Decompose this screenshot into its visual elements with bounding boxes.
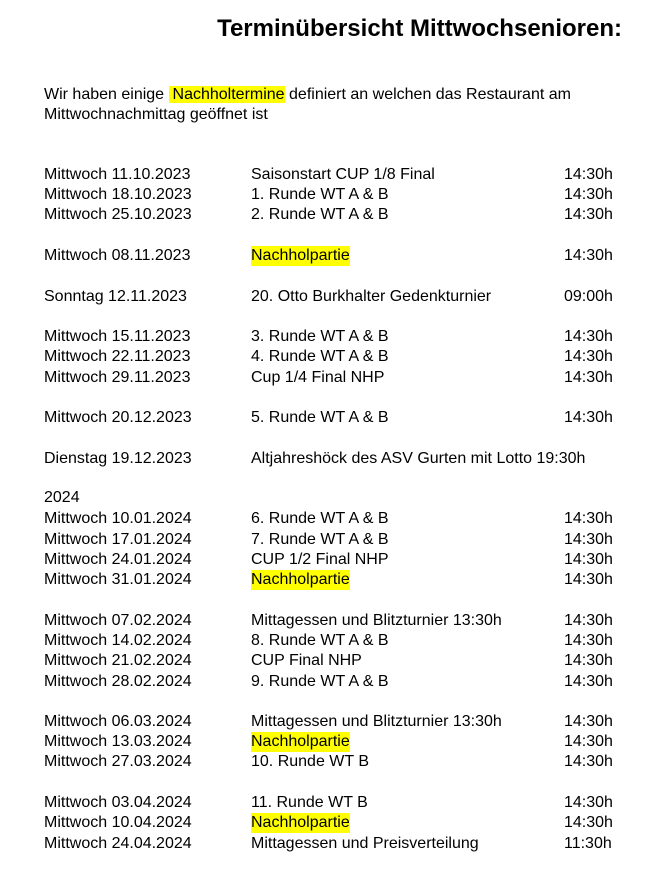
schedule-row <box>0 631 658 651</box>
row-date: Mittwoch 11.10.2023 <box>44 166 191 183</box>
schedule-row <box>0 813 658 833</box>
row-event: Altjahreshöck des ASV Gurten mit Lotto 19:30h <box>251 450 586 467</box>
row-date: Mittwoch 24.04.2024 <box>44 835 192 852</box>
schedule-row <box>0 449 658 469</box>
row-time: 14:30h <box>564 328 613 345</box>
row-time: 14:30h <box>564 206 613 223</box>
intro-highlight: Nachholtermine <box>169 86 285 103</box>
schedule-row <box>0 327 658 347</box>
schedule-row <box>0 712 658 732</box>
schedule-row <box>0 732 658 752</box>
row-date: Mittwoch 17.01.2024 <box>44 531 192 548</box>
row-time: 14:30h <box>564 510 613 527</box>
row-time: 14:30h <box>564 673 613 690</box>
schedule-row <box>0 752 658 772</box>
row-date: Mittwoch 08.11.2023 <box>44 247 191 264</box>
row-date: Mittwoch 22.11.2023 <box>44 348 191 365</box>
row-event: CUP Final NHP <box>251 652 362 669</box>
row-event: 3. Runde WT A & B <box>251 328 389 345</box>
row-time: 14:30h <box>564 369 613 386</box>
row-date: Mittwoch 15.11.2023 <box>44 328 191 345</box>
row-event-highlighted: Nachholpartie <box>251 571 350 588</box>
schedule-row <box>0 550 658 570</box>
row-date: Mittwoch 25.10.2023 <box>44 206 192 223</box>
row-event-highlighted: Nachholpartie <box>251 814 350 831</box>
intro-text-line2: Mittwochnachmittag geöffnet ist <box>44 106 268 123</box>
row-time: 14:30h <box>564 733 613 750</box>
schedule-row <box>0 509 658 529</box>
row-time: 14:30h <box>564 632 613 649</box>
row-date: Mittwoch 10.04.2024 <box>44 814 192 831</box>
row-date: Mittwoch 31.01.2024 <box>44 571 192 588</box>
row-time: 14:30h <box>564 166 613 183</box>
intro-text-before: Wir haben einige <box>44 86 169 103</box>
row-date: Mittwoch 21.02.2024 <box>44 652 192 669</box>
row-date: Mittwoch 18.10.2023 <box>44 186 192 203</box>
row-event: Mittagessen und Blitzturnier 13:30h <box>251 713 502 730</box>
row-date: Mittwoch 07.02.2024 <box>44 612 192 629</box>
row-event: 20. Otto Burkhalter Gedenkturnier <box>251 288 492 305</box>
row-time: 14:30h <box>564 551 613 568</box>
row-date: Mittwoch 14.02.2024 <box>44 632 192 649</box>
schedule-row <box>0 408 658 428</box>
row-event: 9. Runde WT A & B <box>251 673 389 690</box>
schedule-row <box>0 834 658 854</box>
row-time: 14:30h <box>564 186 613 203</box>
row-event: 10. Runde WT B <box>251 753 369 770</box>
schedule-row <box>0 368 658 388</box>
row-time: 14:30h <box>564 713 613 730</box>
schedule-row <box>0 185 658 205</box>
row-event: Mittagessen und Preisverteilung <box>251 835 479 852</box>
row-time: 14:30h <box>564 794 613 811</box>
schedule-row <box>0 672 658 692</box>
row-event: CUP 1/2 Final NHP <box>251 551 389 568</box>
schedule-row <box>0 651 658 671</box>
row-event: 6. Runde WT A & B <box>251 510 389 527</box>
row-date: Mittwoch 27.03.2024 <box>44 753 192 770</box>
row-date: Mittwoch 29.11.2023 <box>44 369 191 386</box>
row-date: Mittwoch 03.04.2024 <box>44 794 192 811</box>
row-event: 11. Runde WT B <box>251 794 368 811</box>
row-time: 11:30h <box>564 835 612 852</box>
row-event: Cup 1/4 Final NHP <box>251 369 385 386</box>
row-time: 14:30h <box>564 247 613 264</box>
row-event: Mittagessen und Blitzturnier 13:30h <box>251 612 502 629</box>
row-time: 14:30h <box>564 753 613 770</box>
row-date: Mittwoch 20.12.2023 <box>44 409 192 426</box>
row-time: 14:30h <box>564 531 613 548</box>
schedule-row <box>0 347 658 367</box>
year-heading: 2024 <box>44 489 80 506</box>
row-time: 09:00h <box>564 288 613 305</box>
row-event: 8. Runde WT A & B <box>251 632 389 649</box>
row-time: 14:30h <box>564 652 613 669</box>
row-event: Saisonstart CUP 1/8 Final <box>251 166 435 183</box>
schedule-row <box>0 287 658 307</box>
row-event: 2. Runde WT A & B <box>251 206 389 223</box>
schedule-row <box>0 530 658 550</box>
schedule-row <box>0 570 658 590</box>
row-time: 14:30h <box>564 348 613 365</box>
schedule-row <box>0 793 658 813</box>
row-event-highlighted: Nachholpartie <box>251 247 350 264</box>
schedule-row <box>0 205 658 225</box>
schedule-row <box>0 165 658 185</box>
row-event: 1. Runde WT A & B <box>251 186 389 203</box>
page-title: Terminübersicht Mittwochsenioren: <box>217 15 622 42</box>
row-date: Mittwoch 10.01.2024 <box>44 510 192 527</box>
row-event: 4. Runde WT A & B <box>251 348 389 365</box>
intro-text-after: definiert an welchen das Restaurant am <box>284 86 571 103</box>
row-time: 14:30h <box>564 409 613 426</box>
row-date: Mittwoch 13.03.2024 <box>44 733 192 750</box>
row-date: Mittwoch 06.03.2024 <box>44 713 192 730</box>
row-time: 14:30h <box>564 612 613 629</box>
row-time: 14:30h <box>564 571 613 588</box>
row-date: Dienstag 19.12.2023 <box>44 450 192 467</box>
row-event: 5. Runde WT A & B <box>251 409 389 426</box>
row-date: Sonntag 12.11.2023 <box>44 288 187 305</box>
row-event-highlighted: Nachholpartie <box>251 733 350 750</box>
row-date: Mittwoch 28.02.2024 <box>44 673 192 690</box>
row-date: Mittwoch 24.01.2024 <box>44 551 192 568</box>
row-event: 7. Runde WT A & B <box>251 531 389 548</box>
row-time: 14:30h <box>564 814 613 831</box>
schedule-row <box>0 246 658 266</box>
schedule-row <box>0 611 658 631</box>
